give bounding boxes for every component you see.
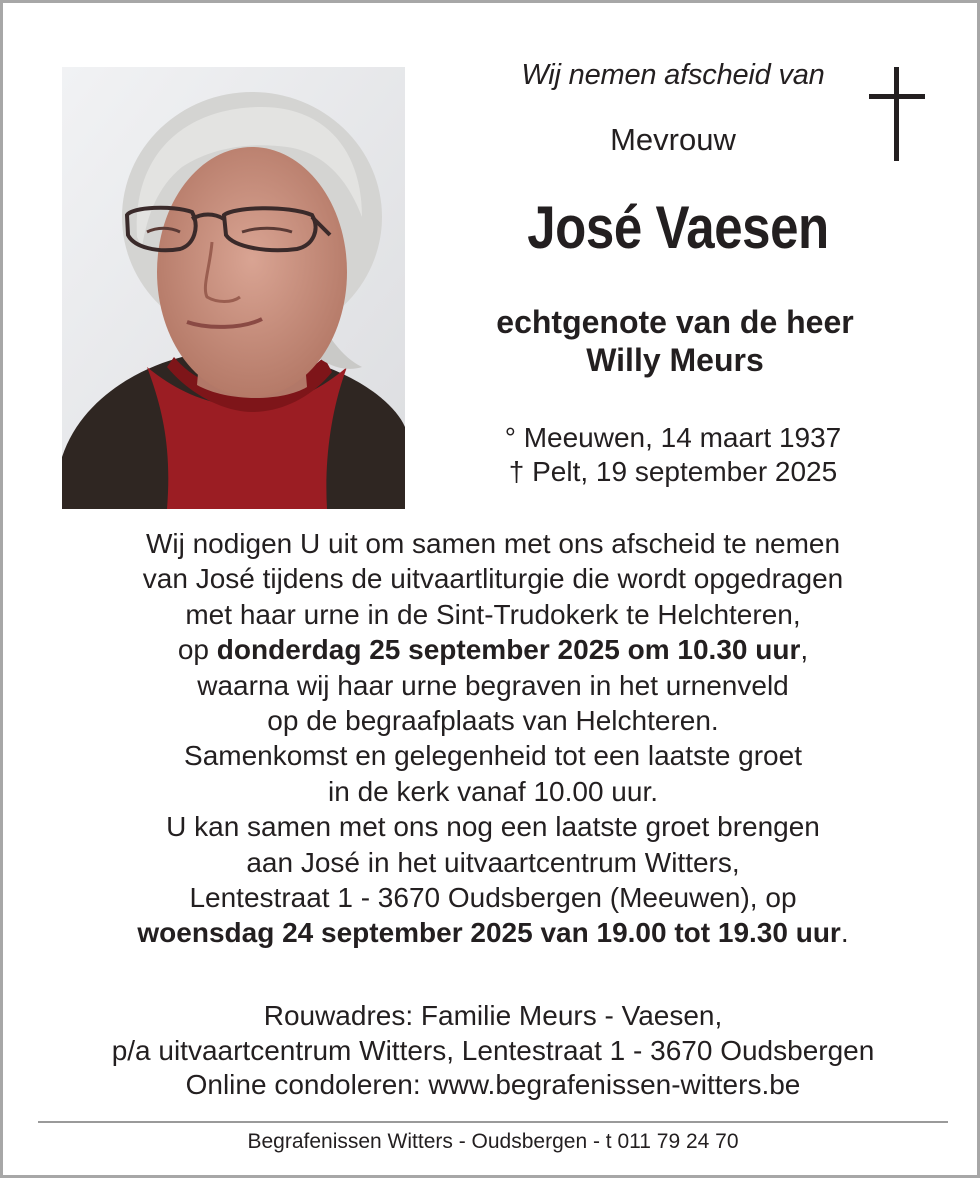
death-date: † Pelt, 19 september 2025 [508, 456, 838, 487]
body-line: in de kerk vanaf 10.00 uur. [328, 775, 658, 807]
spouse-block [433, 303, 917, 379]
deceased-name: José Vaesen [527, 194, 829, 261]
life-dates [423, 421, 923, 489]
body-line: op de begraafplaats van Helchteren. [267, 705, 719, 737]
intro-text: Wij nemen afscheid van [521, 59, 825, 91]
address-line: Rouwadres: Familie Meurs - Vaesen, [263, 1000, 723, 1031]
honorific: Mevrouw [610, 122, 736, 157]
body-line: Lentestraat 1 - 3670 Oudsbergen (Meeuwen), op [189, 882, 797, 914]
body-line: op donderdag 25 september 2025 om 10.30 uur, [177, 634, 809, 666]
service-datetime: donderdag 25 september 2025 om 10.30 uur [216, 634, 801, 666]
condolence-link[interactable]: Online condoleren: www.begrafenissen-witters.be [185, 1069, 801, 1100]
body-line: met haar urne in de Sint-Trudokerk te Helchteren, [185, 598, 801, 630]
spouse-line-2: Willy Meurs [586, 342, 764, 378]
footer-divider [38, 1121, 948, 1123]
birth-date: ° Meeuwen, 14 maart 1937 [504, 422, 842, 453]
mourning-address [33, 999, 953, 1103]
funeral-home-footer: Begrafenissen Witters - Oudsbergen - t 011 79 24 70 [247, 1130, 739, 1153]
spouse-line-1: echtgenote van de heer [496, 304, 854, 340]
body-line: U kan samen met ons nog een laatste groet brengen [166, 811, 820, 843]
ceremony-text [33, 526, 953, 951]
latin-cross-icon [869, 67, 925, 161]
viewing-datetime: woensdag 24 september 2025 van 19.00 tot 19.30 uur [137, 917, 841, 949]
body-line: aan José in het uitvaartcentrum Witters, [246, 846, 740, 878]
body-line: Samenkomst en gelegenheid tot een laatste groet [184, 740, 802, 772]
body-line: van José tijdens de uitvaartliturgie die wordt opgedragen [142, 563, 844, 595]
body-line: Wij nodigen U uit om samen met ons afscheid te nemen [145, 528, 841, 559]
address-line: p/a uitvaartcentrum Witters, Lentestraat 1 - 3670 Oudsbergen [111, 1034, 875, 1066]
body-line: woensdag 24 september 2025 van 19.00 tot 19.30 uur. [137, 917, 849, 949]
portrait-photo [62, 67, 405, 509]
portrait-illustration [62, 67, 405, 509]
body-line: waarna wij haar urne begraven in het urnenveld [197, 669, 789, 701]
